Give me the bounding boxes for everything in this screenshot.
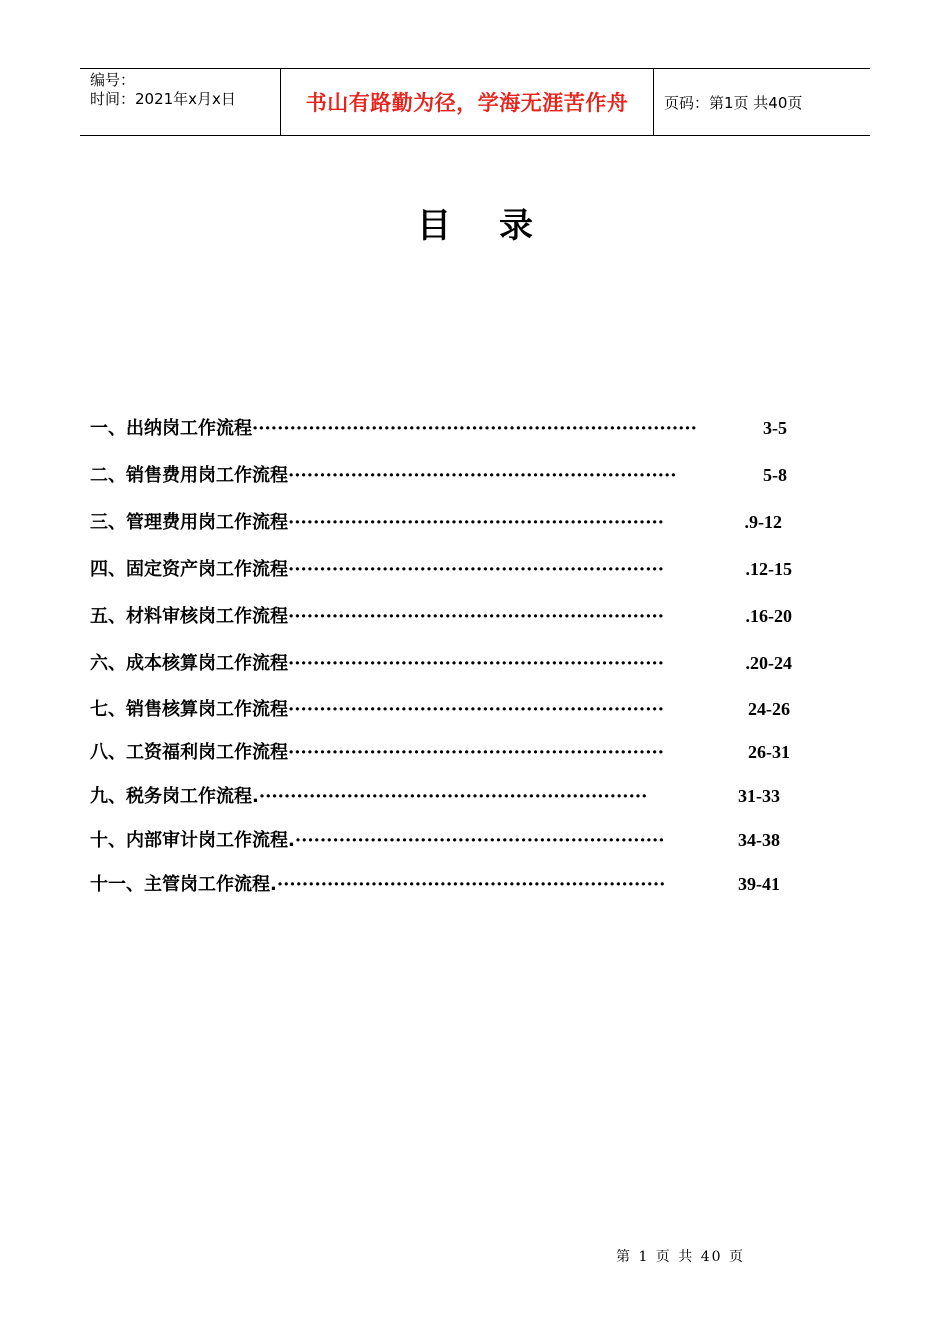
toc-entry-label: 三、管理费用岗工作流程 — [90, 512, 288, 533]
toc-entry-leader: ···························································· — [288, 512, 664, 533]
toc-entry[interactable] — [90, 414, 787, 440]
toc-entry-label: 六、成本核算岗工作流程 — [90, 653, 288, 674]
toc-entry-label: 一、出纳岗工作流程 — [90, 418, 252, 439]
toc-entry-label: 七、销售核算岗工作流程 — [90, 699, 288, 720]
header-motto: 书山有路勤为径，学海无涯苦作舟 — [281, 69, 654, 135]
toc-entry-leader: ··························································· — [294, 830, 665, 851]
toc-entry-page: .20-24 — [745, 653, 792, 673]
toc-entry[interactable] — [90, 555, 792, 581]
toc-entry-page: 31-33 — [738, 786, 780, 806]
toc-entry-page: .16-20 — [745, 606, 792, 626]
toc-entry-page: 3-5 — [763, 418, 787, 438]
toc-entry-label: 十一、主管岗工作流程. — [90, 874, 277, 895]
toc-entry-leader: ······································································· — [252, 418, 697, 439]
toc-entry-label: 四、固定资产岗工作流程 — [90, 559, 288, 580]
toc-entry-leader: ···························································· — [288, 606, 664, 627]
toc-entry[interactable] — [90, 826, 780, 852]
toc-entry-leader: ······························································ — [288, 465, 677, 486]
header-page-info: 页码：第1页 共40页 — [664, 93, 803, 112]
toc-entry-label: 九、税务岗工作流程. — [90, 786, 259, 807]
toc-entry-label: 二、销售费用岗工作流程 — [90, 465, 288, 486]
toc-entry-leader: ···························································· — [288, 653, 664, 674]
toc-entry[interactable] — [90, 738, 790, 764]
toc-entry-page: .12-15 — [745, 559, 792, 579]
toc-entry-leader: ···························································· — [288, 742, 664, 763]
toc-entry-leader: ···························································· — [288, 559, 664, 580]
page-header — [80, 68, 870, 136]
time-label: 时间：2021年x月x日 — [90, 90, 236, 108]
toc-entry[interactable] — [90, 602, 792, 628]
toc-entry[interactable] — [90, 508, 782, 534]
toc-entry-page: 34-38 — [738, 830, 780, 850]
toc-entry-leader: ······························································ — [276, 874, 666, 895]
page-footer: 第 1 页 共 40 页 — [616, 1249, 745, 1265]
toc-entry-page: .9-12 — [744, 512, 782, 532]
toc-entry-label: 五、材料审核岗工作流程 — [90, 606, 288, 627]
toc-entry-page: 39-41 — [738, 874, 780, 894]
toc-entry[interactable] — [90, 782, 780, 808]
toc-entry-label: 八、工资福利岗工作流程 — [90, 742, 288, 763]
toc-entry-leader: ···························································· — [288, 699, 664, 720]
toc-entry-page: 26-31 — [748, 742, 790, 762]
toc-entry[interactable] — [90, 870, 780, 896]
number-label: 编号： — [90, 71, 136, 89]
toc-entry-page: 5-8 — [763, 465, 787, 485]
header-meta — [80, 69, 281, 135]
toc-entry[interactable] — [90, 649, 792, 675]
page-title: 目录 — [417, 206, 581, 246]
toc-entry-page: 24-26 — [748, 699, 790, 719]
toc-entry[interactable] — [90, 461, 787, 487]
toc-entry-label: 十、内部审计岗工作流程. — [90, 830, 295, 851]
toc-entry[interactable] — [90, 695, 790, 721]
toc-entry-leader: ······························································ — [258, 786, 648, 807]
